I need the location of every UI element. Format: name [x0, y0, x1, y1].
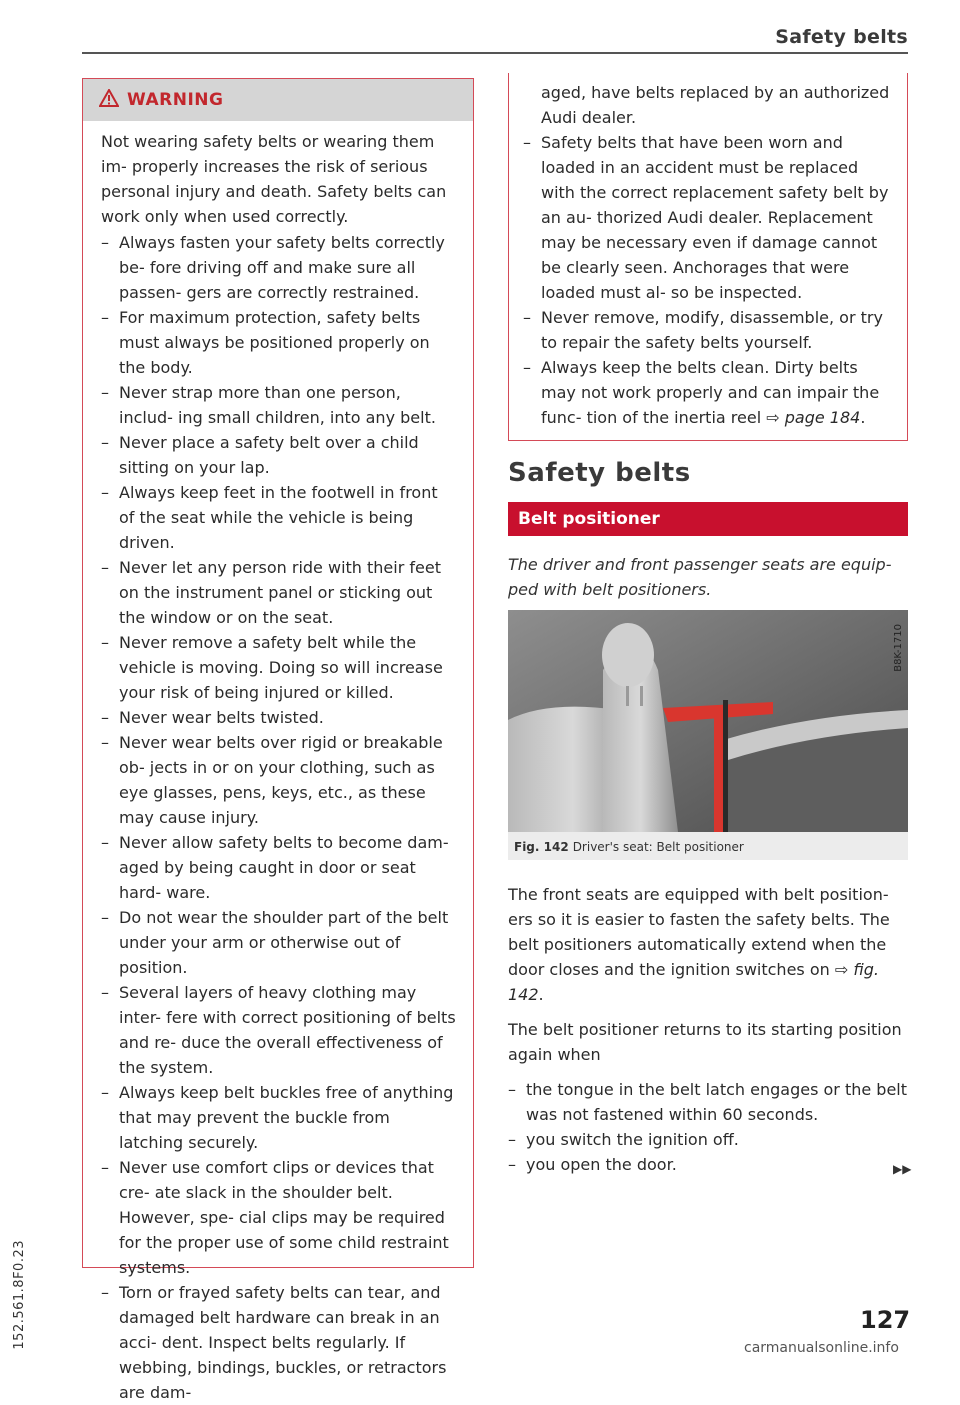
warning-item: – For maximum protection, safety belts must always be positioned properly on the body.	[101, 305, 457, 380]
page-reference-link[interactable]: ⇨ page 184	[766, 408, 861, 427]
warning-item: – Never remove a safety belt while the vehicle is moving. Doing so will increase your risk of being injured or killed.	[101, 630, 457, 705]
figure-reference-link[interactable]: ⇨ fig. 142	[508, 960, 879, 1004]
warning-item-end: .	[860, 408, 866, 427]
warning-item: – Never place a safety belt over a child sitting on your lap.	[101, 430, 457, 480]
warning-item: – Never wear belts twisted.	[101, 705, 457, 730]
warning-intro: Not wearing safety belts or wearing them im- properly increases the risk of serious personal injury and death. Safety belts can work only when used correctly.	[101, 132, 447, 226]
warning-item: – Never let any person ride with their feet on the instrument panel or sticking out the window or on the seat.	[101, 555, 457, 630]
warning-item: – Never remove, modify, disassemble, or try to repair the safety belts yourself.	[523, 305, 893, 355]
subsection-title: Belt positioner	[518, 509, 660, 529]
warning-item: – Always keep belt buckles free of anything that may prevent the buckle from latching securely.	[101, 1080, 457, 1155]
header-divider	[82, 52, 908, 54]
subsection-intro: The driver and front passenger seats are equip- ped with belt positioners.	[508, 555, 892, 599]
figure-caption-text: Driver's seat: Belt positioner	[572, 840, 744, 854]
warning-item: – Safety belts that have been worn and loaded in an accident must be replaced with the correct replacement safety belt by an au- thorized Audi dealer. Replacement may be necessary even if damage cannot be clearly seen. Anchorages that were loaded must al- so be inspected.	[523, 130, 893, 305]
figure-caption	[514, 840, 744, 854]
warning-item	[523, 355, 893, 430]
document-code: 152.561.8F0.23	[12, 1240, 27, 1350]
section-title: Safety belts	[508, 458, 691, 488]
warning-item: – Torn or frayed safety belts can tear, and damaged belt hardware can break in an acci- dent. Inspect belts regularly. If webbing, bindings, buckles, or retractors are dam-	[101, 1280, 457, 1405]
warning-triangle-icon	[99, 89, 119, 111]
body-list-item: – you switch the ignition off.	[508, 1127, 908, 1152]
warning-item: – Always keep feet in the footwell in front of the seat while the vehicle is being driven.	[101, 480, 457, 555]
warning-item: – Several layers of heavy clothing may inter- fere with correct positioning of belts and re- duce the overall effectiveness of the system.	[101, 980, 457, 1080]
page-number: 127	[860, 1306, 911, 1334]
belt-positioner-illustration	[508, 610, 908, 832]
warning-continuation-box	[508, 73, 908, 441]
warning-list	[101, 230, 457, 1405]
warning-box	[82, 78, 474, 1402]
body-paragraph-text: The front seats are equipped with belt position- ers so it is easier to fasten the safety belts. The belt positioners automatically extend when the door closes and the ignition switches on	[508, 885, 890, 979]
body-paragraph-end: .	[538, 985, 544, 1004]
body-text	[508, 882, 908, 1177]
warning-item: – Never use comfort clips or devices that cre- ate slack in the shoulder belt. However, spe- cial clips may be required for the proper use of some child restraint systems.	[101, 1155, 457, 1280]
warning-item-text: Always keep the belts clean. Dirty belts may not work properly and can impair the func- tion of the inertia reel	[541, 358, 880, 427]
body-paragraph: The belt positioner returns to its starting position again when	[508, 1020, 902, 1064]
continue-arrow-icon: ▶▶	[893, 1162, 912, 1176]
body-list	[508, 1077, 908, 1177]
figure	[508, 610, 908, 860]
body-paragraph	[508, 882, 908, 1007]
warning-title: WARNING	[127, 90, 224, 110]
warning-item: – Do not wear the shoulder part of the belt under your arm or otherwise out of position.	[101, 905, 457, 980]
warning-body	[83, 121, 473, 1405]
figure-caption-label: Fig. 142	[514, 840, 569, 854]
watermark: carmanualsonline.info	[744, 1340, 899, 1356]
figure-reference-code: B8K-1710	[893, 624, 904, 672]
warning-header	[83, 79, 473, 121]
warning-item: – Never wear belts over rigid or breakable ob- jects in or on your clothing, such as eye glasses, pens, keys, etc., as these may cause injury.	[101, 730, 457, 830]
warning-item: – Never allow safety belts to become dam- aged by being caught in door or seat hard- ware.	[101, 830, 457, 905]
warning-item: – Never strap more than one person, includ- ing small children, into any belt.	[101, 380, 457, 430]
section-header: Safety belts	[775, 26, 908, 48]
warning-item: – Always fasten your safety belts correctly be- fore driving off and make sure all passen- gers are correctly restrained.	[101, 230, 457, 305]
warning-continuation-text: aged, have belts replaced by an authorized Audi dealer.	[541, 83, 890, 127]
warning-continuation-list	[523, 130, 893, 430]
body-list-item: – the tongue in the belt latch engages or the belt was not fastened within 60 seconds.	[508, 1077, 908, 1127]
body-list-item: – you open the door.	[508, 1152, 908, 1177]
subsection-bar	[508, 502, 908, 536]
